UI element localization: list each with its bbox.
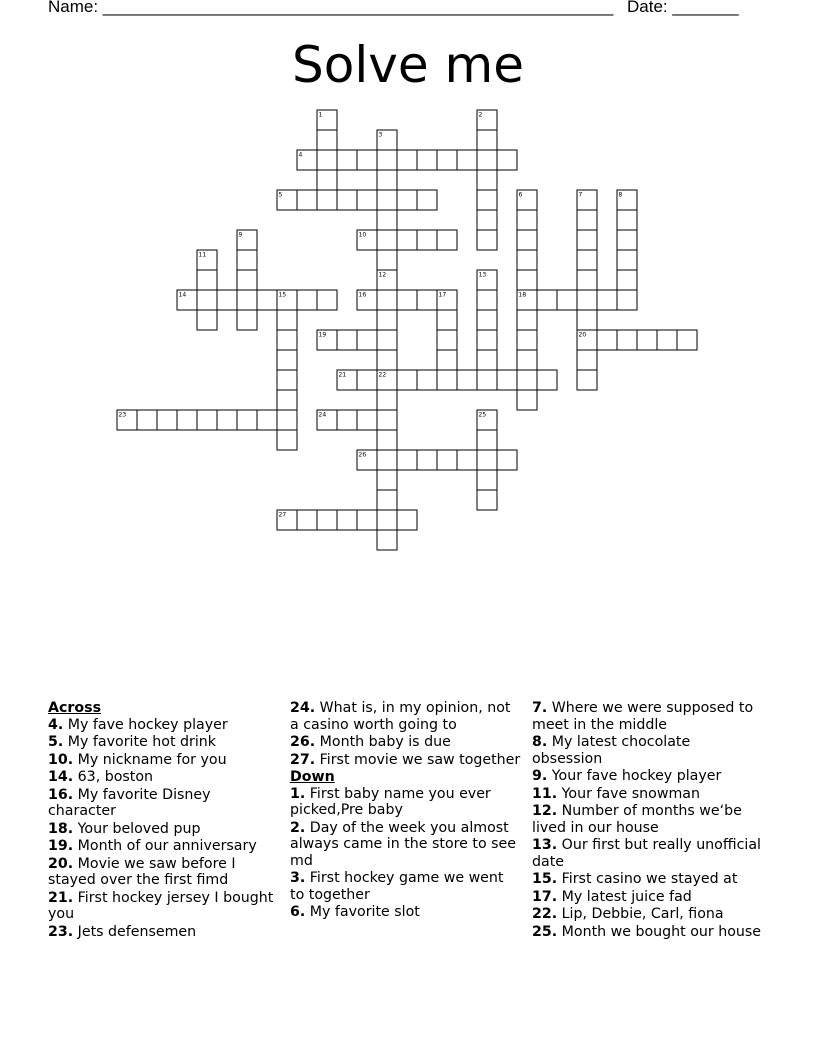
grid-number: 21 [338, 371, 347, 379]
clue-text: My favorite Disney character [48, 786, 211, 819]
clue-across-1 [48, 734, 280, 751]
grid-cell[interactable] [257, 290, 277, 310]
grid-cell[interactable] [617, 250, 637, 270]
grid-number: 18 [518, 291, 527, 299]
grid-number: 23 [118, 411, 127, 419]
grid-number: 26 [358, 451, 367, 459]
clue-number: 5. [48, 734, 64, 750]
clue-across-11 [290, 734, 522, 751]
grid-cell[interactable] [517, 350, 537, 370]
grid-cell[interactable] [237, 270, 257, 290]
grid-cell[interactable] [437, 150, 457, 170]
grid-cell[interactable] [157, 410, 177, 430]
grid-number: 25 [478, 411, 487, 419]
grid-cell[interactable] [377, 350, 397, 370]
grid-cell[interactable] [237, 250, 257, 270]
grid-cell[interactable] [417, 370, 437, 390]
grid-cell[interactable] [657, 330, 677, 350]
clue-across-5 [48, 821, 280, 838]
grid-cell[interactable] [357, 190, 377, 210]
grid-cell[interactable] [617, 330, 637, 350]
grid-cell[interactable] [377, 390, 397, 410]
grid-cell[interactable] [517, 370, 537, 390]
grid-cell[interactable] [277, 350, 297, 370]
grid-cell[interactable] [417, 190, 437, 210]
grid-cell[interactable] [277, 430, 297, 450]
grid-cell[interactable] [397, 190, 417, 210]
grid-cell[interactable] [277, 390, 297, 410]
grid-cell[interactable] [197, 290, 217, 310]
grid-cell[interactable] [557, 290, 577, 310]
clue-text: Month of our anniversary [77, 838, 257, 854]
clue-text: First casino we stayed at [561, 871, 738, 887]
grid-cell[interactable] [197, 310, 217, 330]
grid-cell[interactable] [377, 330, 397, 350]
grid-cell[interactable] [397, 290, 417, 310]
grid-cell[interactable] [477, 330, 497, 350]
clue-across-8 [48, 890, 280, 923]
clue-text: First baby name you ever picked,Pre baby [290, 785, 491, 818]
grid-cell[interactable] [417, 290, 437, 310]
clue-number: 26. [290, 734, 316, 750]
grid-cell[interactable] [317, 190, 337, 210]
grid-cell[interactable] [137, 410, 157, 430]
clue-down-0 [290, 786, 522, 819]
clue-number: 9. [532, 768, 548, 784]
grid-number: 16 [358, 291, 367, 299]
clue-across-0 [48, 717, 280, 734]
clue-number: 22. [532, 906, 558, 922]
grid-cell[interactable] [237, 290, 257, 310]
grid-cell[interactable] [377, 250, 397, 270]
clue-down-12 [532, 906, 764, 923]
grid-cell[interactable] [297, 510, 317, 530]
grid-number: 6 [518, 191, 523, 199]
clue-down-7 [532, 786, 764, 803]
grid-cell[interactable] [477, 370, 497, 390]
grid-cell[interactable] [517, 230, 537, 250]
grid-number: 1 [318, 111, 323, 119]
grid-cell[interactable] [457, 150, 477, 170]
clue-number: 3. [290, 870, 306, 886]
grid-cell[interactable] [477, 150, 497, 170]
clue-number: 23. [48, 923, 74, 940]
clue-number: 2. [290, 819, 306, 836]
grid-cell[interactable] [637, 330, 657, 350]
clue-text: Our first but really unofficial date [532, 837, 761, 870]
grid-cell[interactable] [577, 290, 597, 310]
clue-number: 19. [48, 838, 74, 854]
grid-cell[interactable] [497, 370, 517, 390]
grid-cell[interactable] [437, 370, 457, 390]
grid-cell[interactable] [417, 150, 437, 170]
clue-text: My fave hockey player [67, 716, 228, 733]
grid-cell[interactable] [477, 230, 497, 250]
grid-cell[interactable] [377, 190, 397, 210]
clue-down-1 [290, 820, 522, 870]
clue-text: Where we were supposed to meet in the middle [532, 700, 754, 733]
grid-cell[interactable] [377, 150, 397, 170]
clue-down-9 [532, 837, 764, 870]
grid-cell[interactable] [337, 150, 357, 170]
grid-cell[interactable] [457, 450, 477, 470]
grid-cell[interactable] [477, 450, 497, 470]
clue-text: Month baby is due [319, 734, 451, 750]
grid-cell[interactable] [377, 310, 397, 330]
clues-column-2 [290, 700, 522, 922]
grid-cell[interactable] [237, 310, 257, 330]
clue-down-13 [532, 924, 764, 941]
grid-cell[interactable] [597, 330, 617, 350]
clue-text: What is, in my opinion, not a casino worth going to [290, 700, 511, 733]
grid-cell[interactable] [317, 130, 337, 150]
grid-cell[interactable] [617, 210, 637, 230]
grid-cell[interactable] [477, 310, 497, 330]
grid-number: 9 [238, 231, 243, 239]
clue-text: Your fave snowman [561, 785, 700, 802]
grid-cell[interactable] [197, 270, 217, 290]
grid-cell[interactable] [397, 450, 417, 470]
grid-cell[interactable] [377, 450, 397, 470]
clue-number: 8. [532, 734, 548, 750]
clue-number: 4. [48, 716, 64, 733]
clue-number: 13. [532, 837, 558, 853]
grid-cell[interactable] [577, 310, 597, 330]
grid-cell[interactable] [217, 410, 237, 430]
grid-cell[interactable] [577, 210, 597, 230]
grid-cell[interactable] [577, 370, 597, 390]
grid-cell[interactable] [317, 150, 337, 170]
grid-number: 22 [378, 371, 387, 379]
grid-cell[interactable] [197, 410, 217, 430]
grid-number: 11 [198, 251, 207, 259]
grid-cell[interactable] [517, 390, 537, 410]
clue-number: 7. [532, 700, 548, 716]
clue-down-4 [532, 700, 764, 733]
grid-number: 4 [298, 151, 303, 159]
grid-cell[interactable] [477, 430, 497, 450]
grid-cell[interactable] [317, 170, 337, 190]
grid-cell[interactable] [497, 150, 517, 170]
grid-number: 13 [478, 271, 487, 279]
grid-cell[interactable] [177, 410, 197, 430]
name-line: Name: ______________________________________________________ [48, 0, 614, 16]
grid-cell[interactable] [397, 370, 417, 390]
grid-cell[interactable] [237, 410, 257, 430]
grid-number: 17 [438, 291, 447, 299]
grid-cell[interactable] [577, 230, 597, 250]
clue-number: 25. [532, 923, 558, 940]
grid-number: 10 [358, 231, 367, 239]
grid-cell[interactable] [457, 370, 477, 390]
grid-number: 24 [318, 411, 327, 419]
clue-text: Lip, Debbie, Carl, fiona [561, 906, 724, 922]
grid-cell[interactable] [377, 530, 397, 550]
clue-text: Jets defensemen [77, 923, 197, 940]
clue-text: First hockey jersey I bought you [48, 889, 274, 922]
clue-number: 1. [290, 785, 306, 802]
grid-cell[interactable] [437, 330, 457, 350]
grid-cell[interactable] [377, 210, 397, 230]
clue-text: 63, boston [77, 769, 154, 785]
clue-across-6 [48, 838, 280, 855]
clue-number: 20. [48, 855, 74, 872]
grid-number: 20 [578, 331, 587, 339]
clue-text: First movie we saw together [319, 751, 521, 768]
clue-number: 21. [48, 889, 74, 906]
grid-number: 19 [318, 331, 327, 339]
grid-cell[interactable] [617, 290, 637, 310]
clue-across-9 [48, 924, 280, 941]
grid-cell[interactable] [437, 450, 457, 470]
grid-cell[interactable] [357, 510, 377, 530]
clue-number: 6. [290, 904, 306, 920]
grid-cell[interactable] [397, 230, 417, 250]
clue-text: Your beloved pup [77, 820, 201, 837]
grid-number: 15 [278, 291, 287, 299]
grid-cell[interactable] [377, 410, 397, 430]
clue-across-4 [48, 787, 280, 820]
grid-cell[interactable] [337, 410, 357, 430]
across-heading: Across [48, 700, 102, 716]
clues-column-3 [532, 700, 764, 941]
grid-cell[interactable] [477, 170, 497, 190]
clue-number: 27. [290, 751, 316, 768]
clue-text: My favorite slot [309, 904, 420, 920]
grid-cell[interactable] [277, 410, 297, 430]
grid-cell[interactable] [517, 310, 537, 330]
grid-cell[interactable] [437, 230, 457, 250]
grid-cell[interactable] [417, 230, 437, 250]
grid-cell[interactable] [297, 190, 317, 210]
grid-cell[interactable] [377, 230, 397, 250]
grid-cell[interactable] [277, 310, 297, 330]
grid-number: 12 [378, 271, 387, 279]
grid-cell[interactable] [477, 190, 497, 210]
grid-cell[interactable] [477, 490, 497, 510]
clue-number: 18. [48, 820, 74, 837]
grid-cell[interactable] [437, 350, 457, 370]
grid-cell[interactable] [217, 290, 237, 310]
clue-text: My favorite hot drink [67, 734, 217, 750]
grid-cell[interactable] [337, 190, 357, 210]
grid-cell[interactable] [277, 330, 297, 350]
clue-text: Movie we saw before I stayed over the first fimd [48, 855, 236, 888]
grid-cell[interactable] [517, 270, 537, 290]
grid-number: 27 [278, 511, 287, 519]
grid-number: 5 [278, 191, 283, 199]
grid-cell[interactable] [477, 470, 497, 490]
grid-cell[interactable] [377, 290, 397, 310]
grid-cell[interactable] [477, 130, 497, 150]
clue-down-8 [532, 803, 764, 836]
clue-text: My latest juice fad [561, 888, 692, 905]
grid-cell[interactable] [377, 490, 397, 510]
grid-cell[interactable] [377, 470, 397, 490]
clue-text: Day of the week you almost always came in the store to see md [290, 819, 517, 869]
clue-down-5 [532, 734, 764, 767]
grid-cell[interactable] [357, 150, 377, 170]
grid-number: 14 [178, 291, 187, 299]
grid-cell[interactable] [257, 410, 277, 430]
grid-cell[interactable] [617, 230, 637, 250]
grid-cell[interactable] [497, 450, 517, 470]
grid-cell[interactable] [577, 270, 597, 290]
clue-text: Your fave hockey player [551, 768, 722, 784]
grid-cell[interactable] [477, 350, 497, 370]
grid-cell[interactable] [277, 370, 297, 390]
grid-cell[interactable] [297, 290, 317, 310]
grid-number: 8 [618, 191, 623, 199]
clue-number: 24. [290, 700, 316, 716]
date-line: Date: _______ [627, 0, 739, 16]
clue-down-11 [532, 889, 764, 906]
grid-cell[interactable] [537, 370, 557, 390]
clue-number: 11. [532, 785, 558, 802]
clues-column-1 [48, 700, 280, 941]
clue-across-7 [48, 856, 280, 889]
clue-number: 16. [48, 786, 74, 803]
grid-number: 7 [578, 191, 583, 199]
grid-cell[interactable] [617, 270, 637, 290]
grid-number: 3 [378, 131, 383, 139]
grid-cell[interactable] [677, 330, 697, 350]
grid-cell[interactable] [317, 510, 337, 530]
grid-cell[interactable] [357, 370, 377, 390]
clue-text: My latest chocolate obsession [532, 734, 691, 767]
grid-cell[interactable] [377, 510, 397, 530]
clue-down-10 [532, 871, 764, 888]
grid-cell[interactable] [377, 430, 397, 450]
puzzle-title: Solve me [292, 36, 524, 94]
grid-cell[interactable] [437, 310, 457, 330]
clue-across-2 [48, 752, 280, 769]
clue-number: 15. [532, 871, 558, 887]
grid-cell[interactable] [317, 290, 337, 310]
clue-number: 14. [48, 769, 74, 785]
grid-cell[interactable] [537, 290, 557, 310]
grid-cell[interactable] [337, 330, 357, 350]
clue-text: Month we bought our house [561, 923, 762, 940]
grid-cell[interactable] [377, 170, 397, 190]
grid-cell[interactable] [517, 210, 537, 230]
clue-across-10 [290, 700, 522, 733]
grid-cell[interactable] [597, 290, 617, 310]
clue-text: Number of months we‘be lived in our house [532, 803, 742, 836]
grid-cell[interactable] [357, 410, 377, 430]
clue-across-12 [290, 752, 522, 769]
grid-cell[interactable] [517, 330, 537, 350]
clue-down-6 [532, 768, 764, 785]
grid-cell[interactable] [417, 450, 437, 470]
clue-number: 12. [532, 803, 558, 819]
grid-cell[interactable] [477, 210, 497, 230]
grid-cell[interactable] [517, 250, 537, 270]
grid-number: 2 [478, 111, 483, 119]
grid-cell[interactable] [337, 510, 357, 530]
grid-cell[interactable] [397, 510, 417, 530]
clue-down-3 [290, 904, 522, 921]
clue-down-2 [290, 870, 522, 903]
clue-number: 10. [48, 751, 74, 768]
grid-cell[interactable] [477, 290, 497, 310]
clue-number: 17. [532, 888, 558, 905]
clue-text: First hockey game we went to together [290, 870, 504, 903]
clue-text: My nickname for you [77, 751, 227, 768]
grid-cell[interactable] [577, 350, 597, 370]
grid-cell[interactable] [577, 250, 597, 270]
grid-cell[interactable] [357, 330, 377, 350]
grid-cell[interactable] [397, 150, 417, 170]
clue-across-3 [48, 769, 280, 786]
down-heading: Down [290, 769, 335, 785]
